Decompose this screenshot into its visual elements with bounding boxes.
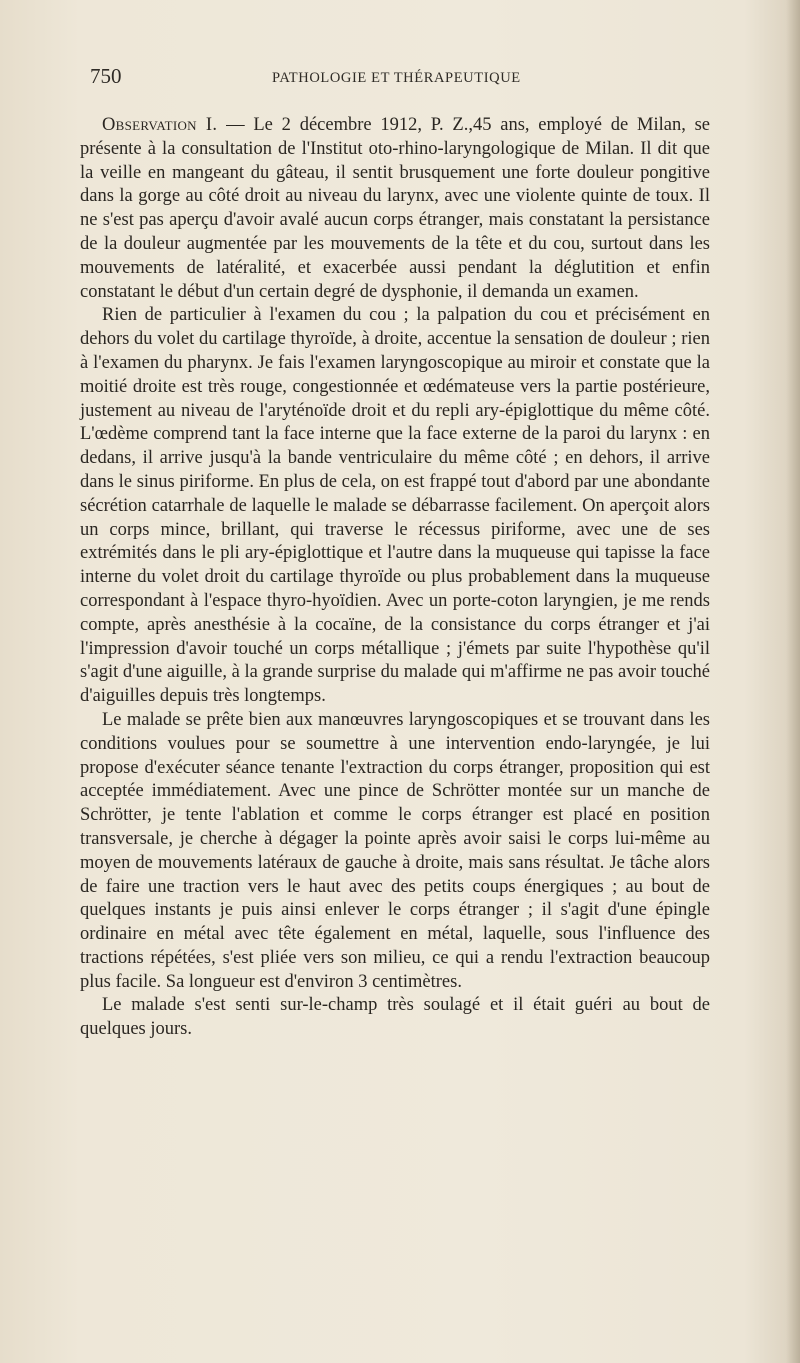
paragraph-4: Le malade s'est senti sur-le-champ très soulagé et il était guéri au bout de quelques jours. xyxy=(80,995,710,1040)
observation-separator: — xyxy=(217,115,254,135)
observation-text xyxy=(80,114,710,1042)
page-header xyxy=(90,64,715,94)
paragraph-3: Le malade se prête bien aux manœuvres laryngoscopiques et se trouvant dans les conditions voulues pour se soumettre à une intervention endo-laryngée, je lui propose d'exécuter séance tenante l'extraction du corps étranger, proposition qui est acceptée immédiatement. Avec une pince de Schrötter montée sur un manche de Schrötter, je tente l'ablation et comme le corps étranger est placé en position transversale, je cherche à dégager la pointe après avoir saisi le corps lui-même au moyen de mouvements latéraux de gauche à droite, mais sans résultat. Je tâche alors de faire une traction vers le haut avec des petits coups énergiques ; au bout de quelques instants je puis ainsi enlever le corps étranger ; il s'agit d'une épingle ordinaire en métal avec tête également en métal, laquelle, sous l'influence des tractions répétées, s'est pliée vers son milieu, ce qui a rendu l'extraction beaucoup plus facile. Sa longueur est d'environ 3 centimètres. xyxy=(80,709,710,992)
observation-label: Observation I. xyxy=(102,115,218,135)
page-edge-shadow xyxy=(786,0,800,1363)
paragraph-1 xyxy=(80,114,710,304)
running-title: PATHOLOGIE ET THÉRAPEUTIQUE xyxy=(272,70,521,86)
paragraph-1-text: Le 2 décembre 1912, P. Z.,45 ans, employé de Milan, se présente à la consultation de l'Institut oto-rhino-laryngologique de Milan. Il dit que la veille en mangeant du gâteau, il sentit brusquement une forte douleur pongitive dans la gorge au côté droit au niveau du larynx, avec une violente quinte de toux. Il ne s'est pas aperçu d'avoir avalé aucun corps étranger, mais constatant la persistance de la douleur augmentée par les mouvements de la tête et du cou, surtout dans les mouvements de latéralité, et exacerbée aussi pendant la déglutition et enfin constatant le début d'un certain degré de dysphonie, il demanda un examen. xyxy=(80,115,711,302)
page-number: 750 xyxy=(90,64,122,88)
paragraph-2: Rien de particulier à l'examen du cou ; la palpation du cou et précisément en dehors du volet du cartilage thyroïde, à droite, accentue la sensation de douleur ; rien à l'examen du pharynx. Je fais l'examen laryngoscopique au miroir et constate que la moitié droite est très rouge, congestionnée et œdémateuse vers la partie postérieure, justement au niveau de l'aryténoïde droit et du repli ary-épiglottique du même côté. L'œdème comprend tant la face interne que la face externe de la paroi du larynx : en dedans, il arrive jusqu'à la bande ventriculaire du même côté ; en dehors, il arrive dans le sinus piriforme. En plus de cela, on est frappé tout d'abord par une abondante sécrétion catarrhale de laquelle le malade se débarrasse facilement. On aperçoit alors un corps mince, brillant, qui traverse le récessus piriforme, avec une de ses extrémités dans le pli ary-épiglottique et l'autre dans la muqueuse qui tapisse la face interne du volet droit du cartilage thyroïde ou plus probablement dans la muqueuse correspondant à l'espace thyro-hyoïdien. Avec un porte-coton laryngien, je me rends compte, après anesthésie à la cocaïne, de la consistance du corps étranger et j'ai l'impression d'avoir touché un corps métallique ; j'émets par suite l'hypothèse qu'il s'agit d'une aiguille, à la grande surprise du malade qui m'affirme ne pas avoir touché d'aiguilles depuis très longtemps. xyxy=(80,305,710,707)
